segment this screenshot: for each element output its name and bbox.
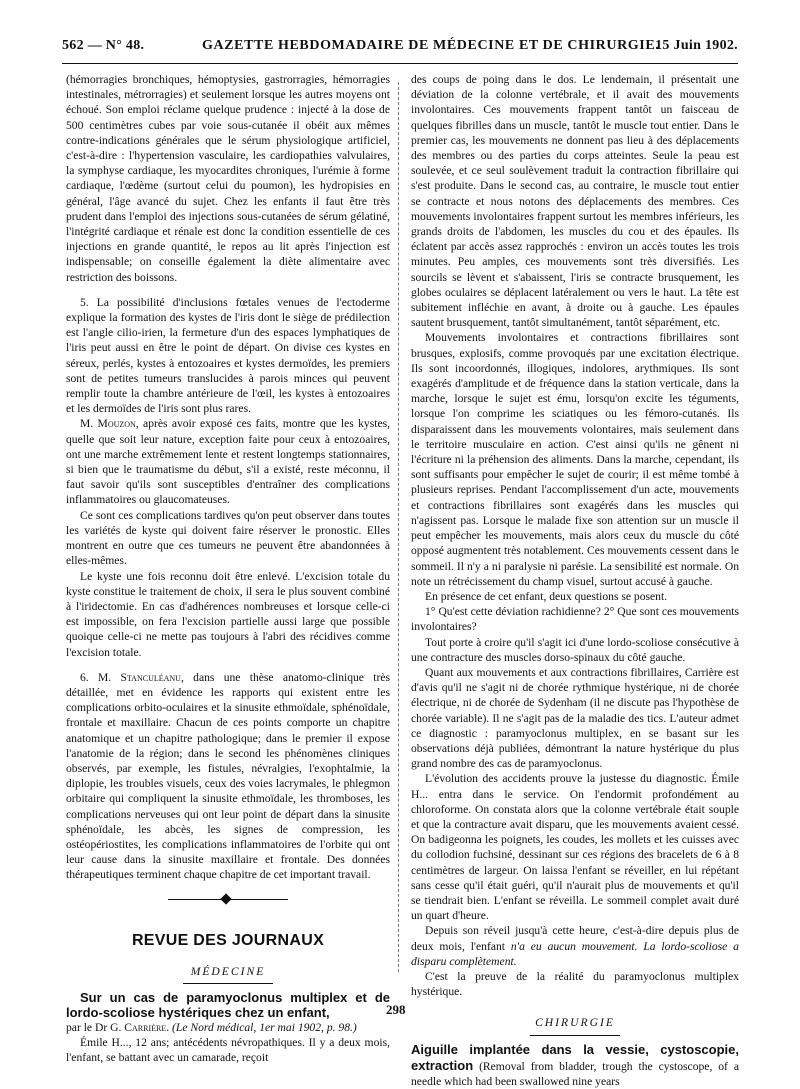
article-author: G. Carrière. [110, 1020, 170, 1034]
paragraph [66, 416, 390, 507]
right-column [411, 72, 739, 1089]
paragraph: Quant aux mouvements et aux contractions fibrillaires, Carrière est d'avis qu'il ne s'agit ni de chorée rythmique hystérique, ni de chorée électrique, ni de chorée de Sydenham (il ne discute pas l'hypothèse de chorée variable). Il ne s'agit pas de la maladie des tics. L'auteur admet ce diagnostic : paramyoclonus multiplex, en se basant sur les observations déjà publiées, démontrant la nature hystérique du plus grand nombre des cas de paramyoclonus. [411, 665, 739, 771]
paragraph: En présence de cet enfant, deux questions se posent. [425, 589, 668, 603]
paragraph: C'est la preuve de la réalité du paramyoclonus multiplex hystérique. [411, 969, 739, 999]
subsection-heading: CHIRURGIE [535, 1016, 615, 1030]
paragraph: Tout porte à croire qu'il s'agit ici d'une lordo-scoliose consécutive à une contracture des muscles dorso-spinaux du côté gauche. [411, 635, 739, 664]
emphasis-text: n'a eu aucun mouvement. La lordo-scoliose a disparu complètement. [411, 939, 739, 968]
section-end-ornament [168, 895, 288, 905]
paragraph: 5. La possibilité d'inclusions fœtales venues de l'ectoderme explique la formation des kystes de l'iris dont le siège de prédilection est l'angle cilio-irien, la fermeture d'un des espaces lymphatiques de l'iris peut aussi en être le point de départ. On divise ces kystes en séreux, perlés, kystes à entozoaires et kystes dermoïdes, les premiers sont de petites tumeurs translucides à parois minces qui peuvent remplir toute la chambre antérieure de l'œil, les kystes à entozoaires et les dermoïdes de l'iris sont plus rares. [66, 295, 390, 416]
paragraph-text: dans une thèse anatomo-clinique très détaillée, met en évidence les rapports qui existent entre les complications orbito-oculaires et la sinusite ethmoïdale, sphénoïdale, frontale et maxillaire. Chacun de ces points comporte un chapitre anatomique et un chapitre pathologique; dans le premier il expose l'anatomie de la région; dans le second les phénomènes cliniques observés, par exemple, les fistules, névralgies, l'exophtalmie, la diplopie, les troubles visuels, ceux des voies lacrymales, le phlegmon orbitaire qui compliquent la sinusite ethmoïdale, les thromboses, les complications nerveuses qui ont leur point de départ dans la sinusite sphénoïdale, les abcès, les signes de compression, les ostéopériostites, les complications inflammatoires de l'orbite qui ont leur cause dans la sinusite maxillaire et frontale. Des données thérapeutiques terminent chaque chapitre de cet important travail. [66, 670, 390, 882]
subsection-rule [183, 983, 273, 984]
paragraph: (hémorragies bronchiques, hémoptysies, gastrorragies, hémorragies intestinales, métrorragies) et seulement lorsque les autres moyens ont échoué. Son emploi réclame quelque prudence : injecté à la dose de 500 centimètres cubes par voie sous-cutanée il obéit aux mêmes contre-indications générales que le sérum physiologique artificiel, c'est-à-dire : l'hypertension vasculaire, les cardiopathies valvulaires, la symphyse cardiaque, les myocardites chroniques, l'urémie à forme cardiaque, l'œdème (surtout celui du poumon), les hydropisies en général, l'âge avancé du sujet. Chez les enfants il faut être très prudent dans l'emploi des injections sous-cutanées de sérum gélatiné, l'intégrité cardiaque et rénale est donc la condition essentielle de ces injections en grande quantité, le repos au lit après l'injection est indispensable; on conseille également la diète alimentaire avec restriction des boissons. [66, 73, 390, 284]
paragraph-text: Depuis son réveil jusqu'à cette heure, c'est-à-dire depuis plus de deux mois, l'enfant [411, 924, 739, 953]
subsection-rule [530, 1035, 620, 1036]
section-heading: REVUE DES JOURNAUX [131, 931, 325, 949]
paragraph: 1° Qu'est cette déviation rachidienne? 2° Que sont ces mouvements involontaires? [411, 605, 739, 634]
article-reference [66, 1020, 390, 1035]
article-heading [411, 1042, 739, 1089]
reference-prefix: par le Dr [66, 1020, 111, 1034]
column-divider [398, 82, 399, 972]
paragraph: des coups de poing dans le dos. Le lendemain, il présentait une déviation de la colonne vertébrale, et il avait des mouvements involontaires. Ces mouvements frappent tantôt un faisceau de quelques fibrilles dans un muscle, tantôt le muscle tout entier. Dans le premier cas, les mouvements ne donnent pas lieu à des déplacements des membres ou des parties du corps atteintes. Seule la peau est soulevée, et ce seul soulèvement traduit la contraction fibrillaire qui s'est produite. Dans le second cas, au contraire, le muscle tout entier se contracte et nous notons des déplacements des membres. Ces mouvements involontaires frappent surtout les membres inférieurs, les grands droits de l'abdomen, les muscles du cou et des épaules. Ils éclatent par accès assez rapprochés : environ un accès toutes les trois minutes. Peu amples, ces mouvements sont très diversifiés. Les sourcils se lèvent et s'abaissent, l'iris se contracte brusquement, les globes oculaires se déplacent latéralement ou vers le haut. La tête est subitement infléchie en avant, à droite ou à gauche. Les épaules sautent brusquement, tantôt simultanément, tantôt séparément, etc. [411, 73, 739, 330]
article-source: (Le Nord médical, 1er mai 1902, p. 98.) [169, 1020, 357, 1034]
left-column [66, 72, 390, 1066]
author-name: M. Mouzon, [80, 417, 139, 431]
paragraph: Ce sont ces complications tardives qu'on peut observer dans toutes les variétés de kyste qui doivent faire réserver le pronostic. Elles montrent en outre que ces tumeurs ne peuvent être abandonnées à elles-mêmes. [66, 508, 390, 568]
journal-title: GAZETTE HEBDOMADAIRE DE MÉDECINE ET DE CHIRURGIE. [202, 38, 660, 53]
header-rule [62, 63, 738, 64]
issue-date: 15 Juin 1902. [655, 38, 738, 53]
article-subtitle: (Removal from bladder, trough the cystoscope, of a needle which had been swallowed nine years [411, 1059, 739, 1088]
paragraph: Mouvements involontaires et contractions fibrillaires sont brusques, explosifs, comme provoqués par une excitation électrique. Ils sont incoordonnés, illogiques, indolores, arythmiques. Ils sont exagérés d'amplitude et de fréquence dans la station verticale, dans la marche, lorsque le sujet est ému, lorsqu'on excite les téguments, lorsque l'on comprime les sciatiques ou les fémoro-cutanés. Ils disparaissent dans les mouvements volontaires, mais seulement dans le territoire musculaire en action. C'est ainsi qu'ils ne gênent ni l'écriture ni la préhension des aliments. Dans la marche, cependant, ils sont suffisants pour empêcher le sujet de courir; il est même tombé à plusieurs reprises. Pendant l'accomplissement d'un acte, mouvements et contractions fibrillaires sont exagérés dans les muscles qui n'agissent pas. Lorsque le malade fixe son attention sur un muscle il peut empêcher les mouvements, mais alors ceux du muscle du côté opposé augmentent très notablement. Ces mouvements cessent dans le sommeil. Il n'y a ni paralysie ni parésie. La sensibilité est normale. On note un rétrécissement du champ visuel, surtout accusé à gauche. [411, 331, 739, 588]
diamond-icon [220, 893, 231, 904]
paragraph: Émile H..., 12 ans; antécédents névropathiques. Il y a deux mois, l'enfant, se battant avec un camarade, reçoit [66, 1036, 390, 1065]
paragraph [411, 923, 739, 969]
article-title: Aiguille implantée dans la vessie, cystoscopie, extraction [411, 1041, 739, 1073]
page-number: 298 [386, 1002, 406, 1017]
paragraph: L'évolution des accidents prouve la justesse du diagnostic. Émile H... entra dans le service. On l'endormit profondément au chloroforme. On constata alors que la colonne vertébrale était souple et que la contracture avait disparu, que les mouvements avaient cessé. On badigeonna les poignets, les coudes, les mollets et les cuisses avec du collodion fuchsiné, dessinant sur ces régions des bracelets de 6 à 8 centimètres de largeur. On laissa l'enfant se réveiller, en lui répétant sans cesse qu'il était guéri, qu'il n'aurait plus de mouvements et qu'il se tiendrait bien. L'enfant se réveilla. Le sommeil complet avait duré un quart d'heure. [411, 772, 739, 923]
subsection-heading: MÉDECINE [190, 964, 266, 978]
running-header [62, 38, 738, 60]
paragraph-text: après avoir exposé ces faits, montre que les kystes, quelle que soit leur nature, exception faite pour ceux à entozoaires, ont une marche extrêmement lente et restent longtemps stationnaires, si bien que le traumatisme du début, s'il a existé, reste méconnu, il faut savoir qu'ils sont susceptibles d'entraîner des complications inflammatoires ou glaucomateuses. [66, 417, 390, 507]
author-name: 6. M. Stanculéanu, [80, 670, 184, 684]
article-title: Sur un cas de paramyoclonus multiplex et de lordo-scoliose hystériques chez un enfant, [66, 989, 390, 1020]
paragraph [66, 670, 390, 883]
page-issue-number: 562 — N° 48. [62, 38, 145, 53]
paragraph: Le kyste une fois reconnu doit être enlevé. L'excision totale du kyste constitue le traitement de choix, il sera le plus souvent combiné à l'iridectomie. En cas d'adhérences nombreuses et lorsque celle-ci est impossible, on fera l'excision partielle aussi large que possible quoique celle-ci ne mette pas toujours à l'abri des récidives comme l'excision totale. [66, 569, 390, 659]
